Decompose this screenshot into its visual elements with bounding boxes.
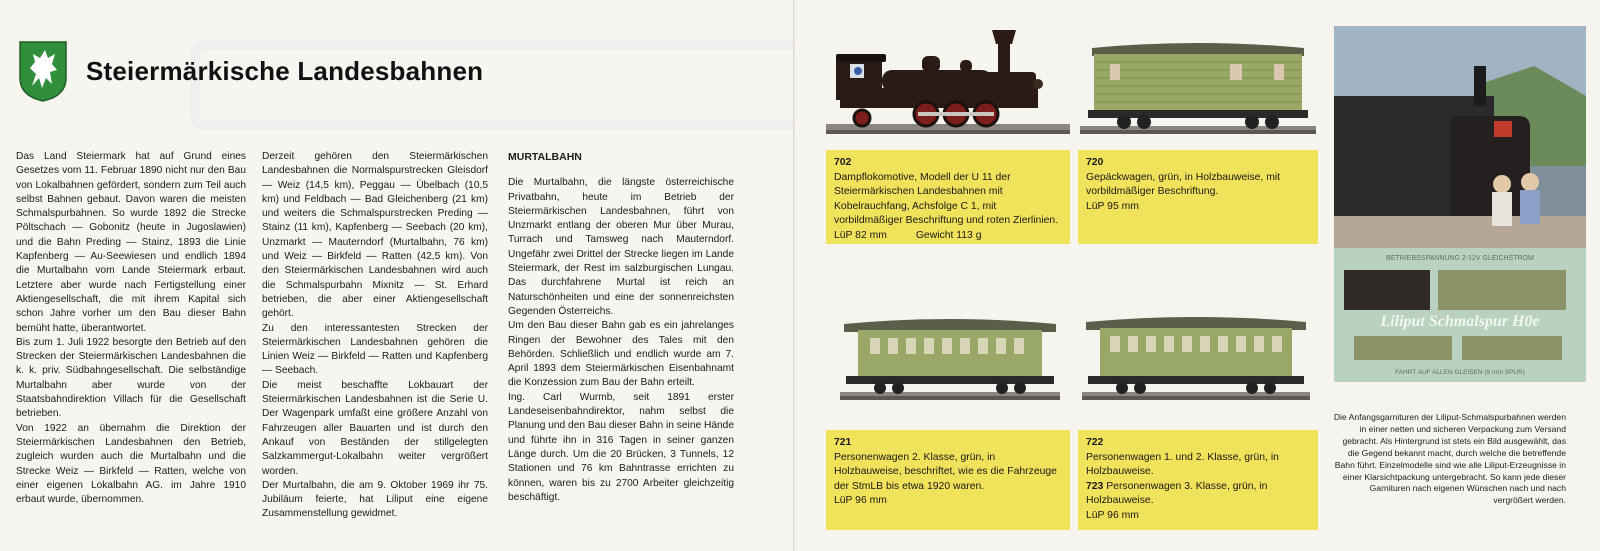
product-card-721	[826, 430, 1070, 530]
item-number-2: 723	[1086, 480, 1104, 492]
item-description: Personenwagen 2. Klasse, grün, in Holzbauweise, beschriftet, wie es die Fahrzeuge der StmLB bis etwa 1920 waren.	[834, 451, 1057, 492]
passenger-coach-722-image	[1082, 316, 1310, 406]
item-length: LüP 82 mm	[834, 229, 887, 241]
paragraph: Die meist beschaffte Lokbauart der Steiermärkischen Landesbahnen ist die Serie U. Der Wagenpark umfaßt eine größere Anzahl von Fahrzeugen aller Bauarten und ist durch den Ankauf von Beständen der stillgelegten Salzkammergut-Lokalbahn weiter vergrößert worden.	[262, 379, 488, 477]
paragraph: Zu den interessantesten Strecken der Steiermärkischen Landesbahnen gehören die Linien Weiz — Birkfeld — Ratten und Kapfenberg — Seebach.	[262, 322, 488, 377]
text-column-2	[262, 150, 488, 522]
product-card-702	[826, 150, 1070, 244]
packaging-box-photo	[1334, 26, 1586, 382]
paragraph: Bis zum 1. Juli 1922 besorgte den Betrieb auf den Strecken der Steiermärkischen Landesbahnen die k. k. priv. Südbahngesellschaft. Die selbständige Murtalbahn aber wurde von der Staatsbahndirektion Villach für die Gesellschaft betrieben.	[16, 336, 246, 420]
paragraph: Derzeit gehören den Steiermärkischen Landesbahnen die Normalspurstrecken Gleisdorf — Weiz (14,5 km), Peggau — Übelbach (10,5 km) und Feldbach — Bad Gleichenberg (21 km) und weiters die Schmalspurstrecken Preding — Stainz (11 km), Kapfenberg — Seebach (20 km), Unzmarkt — Mauterndorf (Murtalbahn, 76 km) und Weiz — Birkfeld — Ratten (42,5 km). Von den Steiermärkischen Landesbahnen wird auch die Schmalspurbahn Mixnitz — St. Erhard betrieben, die aber einer Aktiengesellschaft gehört.	[262, 151, 488, 320]
page-title: Steiermärkische Landesbahnen	[86, 56, 484, 86]
item-description: Dampflokomotive, Modell der U 11 der Steiermärkischen Landesbahnen mit Kobelrauchfang, Achsfolge C 1, mit vorbildmäßiger Beschriftung und roten Zierlinien.	[834, 171, 1059, 226]
text-column-3	[508, 150, 734, 505]
item-weight: Gewicht 113 g	[915, 229, 982, 241]
steam-locomotive-image	[826, 26, 1070, 138]
item-number: 721	[834, 437, 852, 448]
item-length: LüP 96 mm	[1086, 509, 1139, 521]
box-bottom-text: FAHRT AUF ALLEN GLEISEN (9 mm SPUR)	[1395, 369, 1525, 376]
paragraph: Von 1922 an übernahm die Direktion der Steiermärkischen Landesbahnen den Betrieb, zugleich wurden auch die Murtalbahn und die Strecke Weiz — Birkfeld — Ratten, welche von einer eigenen Lokalbahn AG. im Jahre 1910 erbaut wurde, übernommen.	[16, 422, 246, 506]
item-number: 722	[1086, 437, 1104, 448]
product-card-720	[1078, 150, 1318, 244]
box-top-text: BETRIEBSSPANNUNG 2-12V GLEICHSTROM	[1386, 255, 1534, 262]
luggage-van-image	[1080, 42, 1316, 138]
item-length: LüP 95 mm	[1086, 200, 1139, 212]
item-length: LüP 96 mm	[834, 495, 887, 506]
passenger-coach-721-image	[840, 318, 1060, 406]
paragraph: Um den Bau dieser Bahn gab es ein jahrelanges Ringen der Bewohner des Tales mit den Behörden. Schließlich und endlich wurde am 7. April 1893 dem Steiermärkischen Eisenbahnamt die Konzession zum Bau der Bahn erteilt.	[508, 320, 734, 389]
item-description: Gepäckwagen, grün, in Holzbauweise, mit vorbildmäßiger Beschriftung.	[1086, 171, 1281, 197]
section-heading: MURTALBAHN	[508, 151, 582, 163]
paragraph: Ing. Carl Wurmb, seit 1891 erster Landeseisenbahndirektor, nahm selbst die Planung und den Bau dieser Bahn in seine Hände und führte ihn in 316 Tagen in seiner ganzen Länge durch. Um die 20 Brücken, 3 Tunnels, 12 Stationen und 76 km Bahntrasse errichten zu können, waren bis zu 2700 Arbeiter gleichzeitig beschäftigt.	[508, 391, 734, 503]
paragraph: Das Land Steiermark hat auf Grund eines Gesetzes vom 11. Februar 1890 nicht nur den Bau von Lokalbahnen gefördert, sondern zum Teil auch selbst Bahnen gebaut. Davon waren die meisten Schmalspurbahnen. So wurde 1892 die Strecke Pöltschach — Gobonitz (heute in Jugoslawien) und die Bahn Preding — Stainz, 1893 die Linie Kapfenberg — Au-Seewiesen und endlich 1894 die Murtalbahn vom Lande Steiermark erbaut. Letztere aber wurde nach Fertigstellung einer Aktiengesellschaft, die mit ihrem Kapital sich schon Jahre vorher um den Bau dieser Bahn bemüht hatte, überantwortet.	[16, 151, 246, 334]
text-column-1	[16, 150, 246, 507]
item-number: 702	[834, 157, 852, 168]
paragraph: Die Murtalbahn, die längste österreichische Privatbahn, heute im Betrieb der Steiermärkischen Landesbahnen, führt von Unzmarkt entlang der oberen Mur über Murau, Turrach und Tamsweg nach Mauterndorf. Ungefähr zwei Drittel der Strecke liegen im Lande Steiermark, der Rest im salzburgischen Lungau. Das durchfahrene Murtal ist reich an Naturschönheiten und eine der sonnenreichsten Gegenden Österreichs.	[508, 177, 734, 317]
item-number: 720	[1086, 157, 1104, 168]
item-description: Personenwagen 1. und 2. Klasse, grün, in Holzbauweise.	[1086, 451, 1279, 477]
item-specs	[834, 229, 1062, 244]
box-caption: Die Anfangsgarnituren der Liliput-Schmalspurbahnen werden in einer netten und sicheren Verpackung zum Versand gebracht. Als Hintergrund ist stets ein Bild ausgewählt, das die Gegend bekannt macht, durch welche die betreffende Bahn führt. Einzelmodelle sind wie alle Liliput-Erzeugnisse in einer Klarsichtpackung untergebracht. So kann jede dieser Garnituren nach eigenen Wünschen nach und nach vergrößert werden.	[1333, 412, 1566, 506]
product-card-722-723	[1078, 430, 1318, 530]
styria-crest-icon	[18, 40, 68, 102]
paragraph: Der Murtalbahn, die am 9. Oktober 1969 ihr 75. Jubiläum feierte, hat Liliput eine eigene Zusammenstellung gewidmet.	[262, 479, 488, 520]
left-page	[0, 0, 795, 551]
box-brand: Liliput Schmalspur H0e	[1380, 313, 1540, 330]
item-description-2: Personenwagen 3. Klasse, grün, in Holzbauweise.	[1086, 480, 1268, 506]
